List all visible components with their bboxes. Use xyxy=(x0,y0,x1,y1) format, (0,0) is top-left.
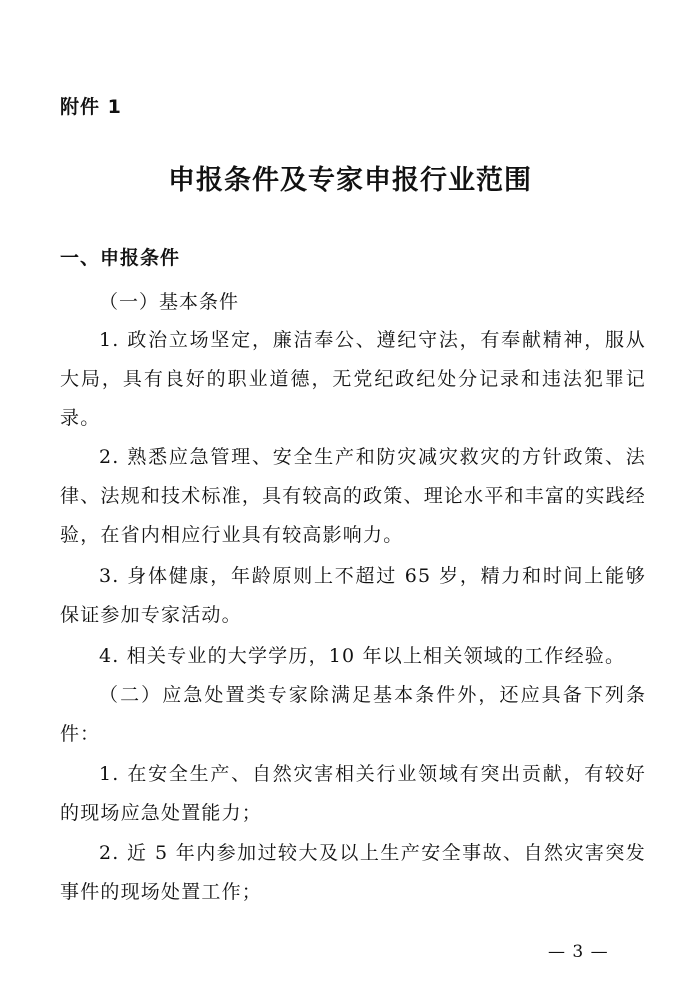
document-title: 申报条件及专家申报行业范围 xyxy=(168,165,532,196)
subsection-basic-conditions: （一）基本条件 xyxy=(99,291,240,313)
section-heading: 一、申报条件 xyxy=(60,247,181,269)
basic-condition-item: 4. 相关专业的大学学历，10 年以上相关领域的工作经验。 xyxy=(99,645,626,667)
attachment-label: 附件 1 xyxy=(60,96,122,118)
page-number: — 3 — xyxy=(548,942,609,962)
basic-condition-item: 3. 身体健康，年龄原则上不超过 65 岁，精力和时间上能够保证参加专家活动。 xyxy=(60,565,646,626)
basic-condition-item: 2. 熟悉应急管理、安全生产和防灾减灾救灾的方针政策、法律、法规和技术标准，具有较高的政策、理论水平和丰富的实践经验，在省内相应行业具有较高影响力。 xyxy=(60,446,646,546)
basic-condition-item: 1. 政治立场坚定，廉洁奉公、遵纪守法，有奉献精神，服从大局，具有良好的职业道德，无党纪政纪处分记录和违法犯罪记录。 xyxy=(60,329,646,429)
subsection-emergency-conditions: （二）应急处置类专家除满足基本条件外，还应具备下列条件： xyxy=(60,684,646,745)
emergency-condition-item: 1. 在安全生产、自然灾害相关行业领域有突出贡献，有较好的现场应急处置能力； xyxy=(60,763,646,824)
emergency-condition-item: 2. 近 5 年内参加过较大及以上生产安全事故、自然灾害突发事件的现场处置工作； xyxy=(60,842,646,903)
